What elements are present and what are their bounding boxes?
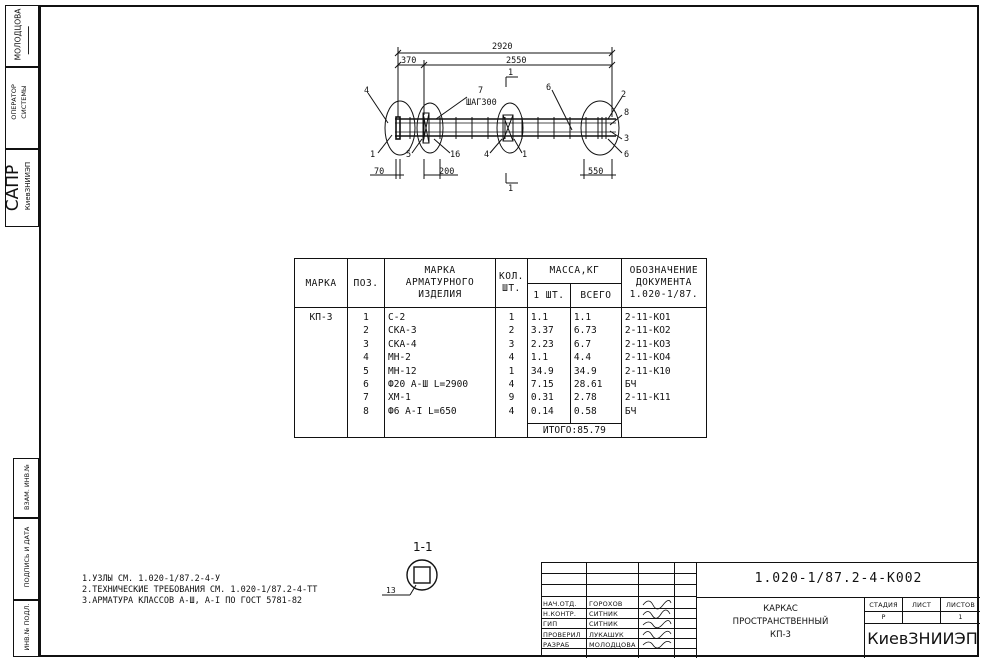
role-n-kontr: Н.КОНТР. <box>543 610 577 619</box>
callout-j: 16 <box>450 150 461 160</box>
stamp-cell-inv <box>13 600 39 657</box>
spec-cell-item: СКА-4 <box>388 338 417 350</box>
header-qty-line2: ШТ. <box>502 283 521 294</box>
cell-marka-value: КП-3 <box>295 308 348 424</box>
drawing-name-line2: ПРОСТРАНСТВЕННЫЙ <box>732 617 829 627</box>
header-doc-line1: ОБОЗНАЧЕНИЕ <box>629 265 699 276</box>
spec-cell-total: 34.9 <box>573 365 597 377</box>
section-callout: 13 <box>386 586 396 595</box>
header-doc-line2: ДОКУМЕНТА <box>635 277 692 288</box>
sheet-header: ЛИСТ <box>911 601 932 609</box>
role-gip: ГИП <box>543 620 558 629</box>
note-3: 3.АРМАТУРА КЛАССОВ А-Ш, А-I ПО ГОСТ 5781-82 <box>82 596 303 606</box>
stamp-podpis-data: ПОДПИСЬ И ДАТА <box>23 526 31 588</box>
callout-g: 6 <box>624 150 630 160</box>
header-qty-line1: КОЛ. <box>499 271 524 282</box>
spec-cell-pos: 1 <box>363 312 369 323</box>
stamp-vzam-inv: ВЗАМ. ИНВ.№ <box>23 464 31 510</box>
spec-cell-doc: 2-11-КО1 <box>624 312 671 323</box>
callout-k: 4 <box>484 150 490 160</box>
header-mass-one: 1 ШТ. <box>527 283 570 308</box>
drawing-name-line1: КАРКАС <box>763 604 798 614</box>
title-block <box>541 562 979 657</box>
signatures <box>639 597 674 658</box>
spec-cell-qty: 3 <box>508 338 515 350</box>
drawing-name-line3: КП-3 <box>770 630 791 640</box>
spec-cell-item: ХМ-1 <box>388 392 411 404</box>
spec-cell-pos: 2 <box>363 325 369 337</box>
roles-column <box>543 599 586 650</box>
callout-i: 5 <box>406 150 412 160</box>
spec-cell-one: 34.9 <box>530 365 554 377</box>
name-molodtsova: МОЛОДЦОВА <box>589 640 636 649</box>
role-proveril: ПРОВЕРИЛ <box>543 630 581 639</box>
stamp-operator-line2: СИСТЕМЫ <box>20 85 28 119</box>
spec-cell-one: 0.14 <box>530 405 554 417</box>
specification-table <box>294 258 707 438</box>
dim-left-label: 370 <box>401 56 417 66</box>
spec-cell-pos: 8 <box>363 405 369 417</box>
spec-cell-total: 6.73 <box>573 325 597 337</box>
stamp-cell-operator <box>5 67 39 149</box>
callout-l: 1 <box>522 150 528 160</box>
section-mark-bottom: 1 <box>508 184 514 194</box>
stamp-cell-vzam <box>13 458 39 518</box>
spec-cell-doc: 2-11-КО3 <box>624 338 671 350</box>
header-poz: ПОЗ. <box>348 259 385 308</box>
header-mass: МАССА,КГ <box>527 259 621 284</box>
header-qty <box>496 259 528 308</box>
spec-cell-item: МН-12 <box>388 365 417 377</box>
stamp-signature <box>28 25 31 54</box>
name-sitnik-1: СИТНИК <box>589 610 618 619</box>
name-lukashuk: ЛУКАШУК <box>589 630 624 639</box>
col-mass-total <box>570 308 621 424</box>
spec-cell-qty: 4 <box>508 405 515 417</box>
spec-cell-qty: 2 <box>508 325 515 337</box>
stage-header: СТАДИЯ <box>869 601 898 609</box>
col-items <box>385 308 496 424</box>
role-razrab: РАЗРАБ <box>543 640 570 649</box>
stamp-cell-sapr <box>5 149 39 227</box>
spec-cell-doc: БЧ <box>624 405 637 417</box>
stamp-cell-podpis <box>13 518 39 600</box>
col-positions <box>348 308 385 424</box>
spec-cell-one: 3.37 <box>530 325 554 337</box>
header-doc <box>621 259 706 308</box>
spec-cell-one: 1.1 <box>530 352 549 364</box>
header-item-line1: МАРКА <box>424 265 456 276</box>
organization-name: КиевЗНИИЭП <box>867 629 978 648</box>
callout-b: 7 <box>478 86 484 96</box>
dim-overall-label: 2920 <box>492 42 513 52</box>
header-item-line2: АРМАТУРНОГО <box>405 277 475 288</box>
cell-total: ИТОГО:85.79 <box>527 423 621 438</box>
stamp-inv-podl: ИНВ.№ ПОДЛ. <box>23 603 31 651</box>
spec-cell-item: Ф20 А-Ш L=2900 <box>388 378 469 390</box>
stamp-operator-line1: ОПЕРАТОР <box>10 84 18 120</box>
spec-cell-qty: 9 <box>508 392 515 404</box>
drawing-name <box>697 603 864 642</box>
spec-cell-item: МН-2 <box>388 352 411 364</box>
header-item-line3: ИЗДЕЛИЯ <box>418 289 462 300</box>
stage-value: Р <box>881 613 886 621</box>
spec-cell-total: 4.4 <box>573 352 592 364</box>
spec-cell-qty: 1 <box>508 365 515 377</box>
stamp-developer-name: МОЛОДЦОВА <box>13 8 23 61</box>
spec-cell-total: 1.1 <box>573 312 592 323</box>
header-mass-total: ВСЕГО <box>570 283 621 308</box>
spec-cell-total: 28.61 <box>573 378 603 390</box>
names-column <box>589 599 638 650</box>
sheets-value: 1 <box>958 613 963 621</box>
col-qty <box>496 308 528 424</box>
spec-cell-total: 0.58 <box>573 405 597 417</box>
spec-cell-doc: 2-11-К10 <box>624 365 671 377</box>
spec-cell-item: С-2 <box>388 312 406 323</box>
col-doc <box>621 308 706 424</box>
note-2: 2.ТЕХНИЧЕСКИЕ ТРЕБОВАНИЯ СМ. 1.020-1/87.2-4-ТТ <box>82 585 318 595</box>
stamp-cell-developer <box>5 5 39 67</box>
pitch-label: ШАГ300 <box>466 98 497 108</box>
spec-cell-pos: 6 <box>363 378 369 390</box>
spec-cell-total: 6.7 <box>573 338 592 350</box>
spec-cell-one: 7.15 <box>530 378 554 390</box>
dim-bottom-2-label: 200 <box>439 167 455 177</box>
frame-elevation-drawing <box>340 35 640 195</box>
spec-cell-one: 0.31 <box>530 392 554 404</box>
spec-cell-item: Ф6 А-I L=650 <box>388 405 457 417</box>
name-gorokhov: ГОРОХОВ <box>589 600 623 608</box>
header-marka: МАРКА <box>295 259 348 308</box>
stamp-kievzniiep: КиевЗНИИЭП <box>24 161 32 211</box>
spec-cell-pos: 3 <box>363 338 369 350</box>
section-mark-top: 1 <box>508 68 514 78</box>
spec-cell-doc: 2-11-КО4 <box>624 352 671 364</box>
section-title: 1-1 <box>413 540 433 554</box>
spec-cell-pos: 7 <box>363 392 369 404</box>
name-sitnik-2: СИТНИК <box>589 620 618 629</box>
spec-cell-pos: 4 <box>363 352 369 364</box>
dim-main-label: 2550 <box>506 56 527 66</box>
spec-cell-qty: 1 <box>508 312 515 323</box>
spec-cell-qty: 4 <box>508 352 515 364</box>
spec-cell-total: 2.78 <box>573 392 597 404</box>
dim-bottom-1-label: 70 <box>374 167 385 177</box>
callout-c: 6 <box>546 83 552 93</box>
callout-f: 3 <box>624 134 630 144</box>
header-doc-line3: 1.020-1/87. <box>629 289 699 300</box>
callout-a: 4 <box>364 86 370 96</box>
spec-cell-one: 1.1 <box>530 312 549 323</box>
spec-cell-doc: 2-11-КО2 <box>624 325 671 337</box>
spec-cell-item: СКА-3 <box>388 325 417 337</box>
spec-cell-doc: 2-11-К11 <box>624 392 671 404</box>
spec-cell-qty: 4 <box>508 378 515 390</box>
col-mass-one <box>527 308 570 424</box>
stamp-sapr: САПР <box>3 164 23 212</box>
callout-d: 2 <box>621 90 627 100</box>
spec-cell-doc: БЧ <box>624 378 637 390</box>
role-nach-otd: НАЧ.ОТД. <box>543 600 577 608</box>
callout-h: 1 <box>370 150 376 160</box>
section-1-1-drawing <box>378 555 458 601</box>
header-item <box>385 259 496 308</box>
note-1: 1.УЗЛЫ СМ. 1.020-1/87.2-4-У <box>82 574 221 584</box>
spec-cell-pos: 5 <box>363 365 369 377</box>
sheets-header: ЛИСТОВ <box>945 601 976 609</box>
dim-bottom-3-label: 550 <box>588 167 604 177</box>
spec-cell-one: 2.23 <box>530 338 554 350</box>
notes <box>82 574 317 607</box>
document-code: 1.020-1/87.2-4-К002 <box>754 571 923 586</box>
callout-e: 8 <box>624 108 630 118</box>
